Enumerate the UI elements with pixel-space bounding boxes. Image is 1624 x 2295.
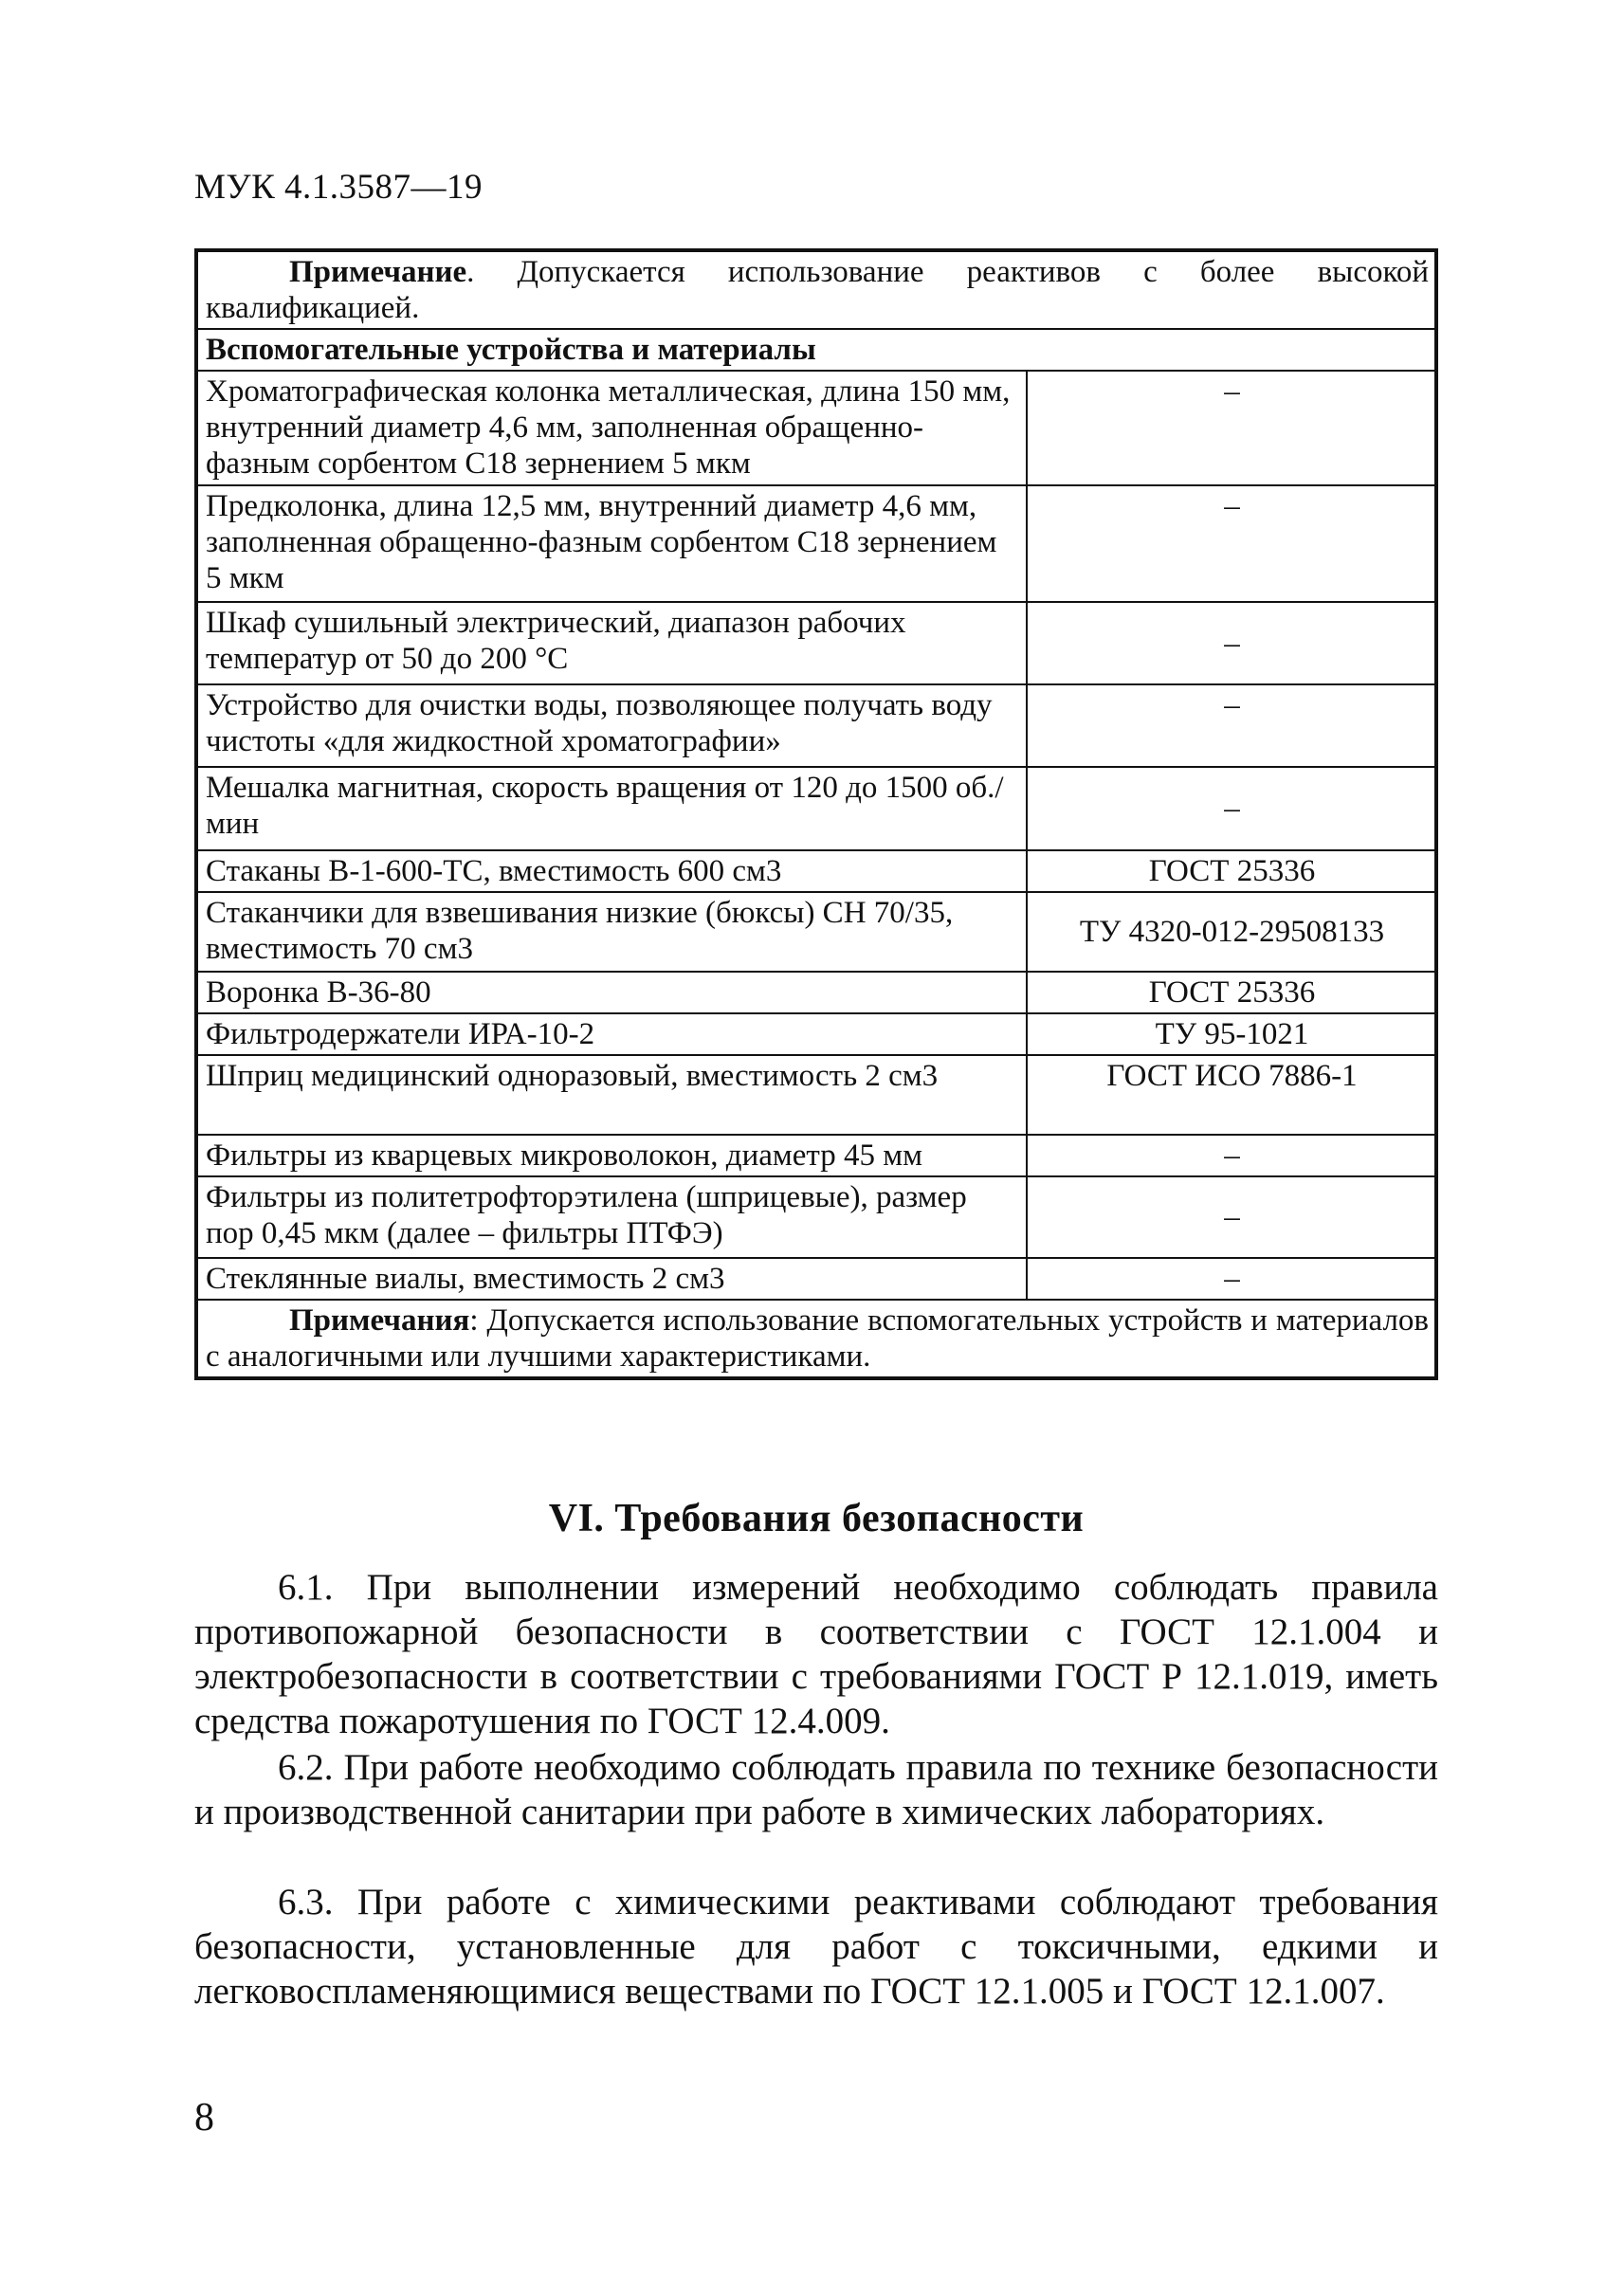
table-section-title: Вспомогательные устройства и материалы xyxy=(196,329,1436,371)
item-cell: Хроматографическая колонка металлическая, длина 150 мм, внутренний диаметр 4,6 мм, заполненная обращенно-фазным сорбентом С18 зернением 5 мкм xyxy=(196,371,1027,485)
table-row xyxy=(196,972,1436,1013)
item-cell: Фильтродержатели ИРА-10-2 xyxy=(196,1013,1027,1055)
table-row xyxy=(196,485,1436,602)
standard-cell: ТУ 95-1021 xyxy=(1027,1013,1436,1055)
table-row xyxy=(196,850,1436,892)
table-note-bottom xyxy=(196,1300,1436,1378)
table-row xyxy=(196,371,1436,485)
standard-cell: – xyxy=(1027,684,1436,767)
table-row xyxy=(196,767,1436,850)
standard-cell: – xyxy=(1027,1176,1436,1258)
item-cell: Шприц медицинский одноразовый, вместимость 2 см3 xyxy=(196,1055,1027,1135)
standard-cell: – xyxy=(1027,1135,1436,1176)
table-note-bottom-row xyxy=(196,1300,1436,1378)
standard-cell: ГОСТ 25336 xyxy=(1027,972,1436,1013)
equipment-table xyxy=(194,248,1438,1380)
table-row xyxy=(196,1135,1436,1176)
note-top-text: . Допускается использование реактивов с более высокой квалификацией. xyxy=(206,255,1429,325)
standard-cell: – xyxy=(1027,767,1436,850)
note-top-label: Примечание xyxy=(289,255,467,289)
table-row xyxy=(196,684,1436,767)
item-cell: Стаканы В-1-600-ТС, вместимость 600 см3 xyxy=(196,850,1027,892)
paragraph-6-3: 6.3. При работе с химическими реактивами соблюдают требования безопасности, установленные для работ с токсичными, едкими и легковоспламеняющимися веществами по ГОСТ 12.1.005 и ГОСТ 12.1.007. xyxy=(194,1882,1438,2012)
table-note-top xyxy=(196,250,1436,329)
standard-cell: – xyxy=(1027,602,1436,684)
item-cell: Фильтры из кварцевых микроволокон, диаметр 45 мм xyxy=(196,1135,1027,1176)
standard-cell: ГОСТ 25336 xyxy=(1027,850,1436,892)
table-row xyxy=(196,1176,1436,1258)
note-bottom-label: Примечания xyxy=(289,1303,470,1338)
item-cell: Стаканчики для взвешивания низкие (бюксы) СН 70/35, вместимость 70 см3 xyxy=(196,892,1027,972)
paragraph-6-2: 6.2. При работе необходимо соблюдать правила по технике безопасности и производственной санитарии при работе в химических лабораториях. xyxy=(194,1747,1438,1832)
standard-cell: ГОСТ ИСО 7886-1 xyxy=(1027,1055,1436,1135)
item-cell: Стеклянные виалы, вместимость 2 см3 xyxy=(196,1258,1027,1300)
table-row xyxy=(196,1013,1436,1055)
standard-cell: ТУ 4320-012-29508133 xyxy=(1027,892,1436,972)
item-cell: Шкаф сушильный электрический, диапазон рабочих температур от 50 до 200 °С xyxy=(196,602,1027,684)
section-title: VI. Требования безопасности xyxy=(548,1497,1085,1540)
item-cell: Фильтры из политетрофторэтилена (шприцевые), размер пор 0,45 мкм (далее – фильтры ПТФЭ) xyxy=(196,1176,1027,1258)
standard-cell: – xyxy=(1027,485,1436,602)
item-cell: Предколонка, длина 12,5 мм, внутренний диаметр 4,6 мм, заполненная обращенно-фазным сорбентом С18 зернением 5 мкм xyxy=(196,485,1027,602)
section-title-row xyxy=(196,329,1436,371)
table-row xyxy=(196,602,1436,684)
page-number: 8 xyxy=(194,2096,214,2140)
table-row xyxy=(196,1055,1436,1135)
item-cell: Воронка В-36-80 xyxy=(196,972,1027,1013)
table-row xyxy=(196,892,1436,972)
standard-cell: – xyxy=(1027,371,1436,485)
item-cell: Мешалка магнитная, скорость вращения от 120 до 1500 об./мин xyxy=(196,767,1027,850)
table-row xyxy=(196,1258,1436,1300)
standard-cell: – xyxy=(1027,1258,1436,1300)
document-code-header: МУК 4.1.3587—19 xyxy=(194,168,484,207)
note-bottom-text: : Допускается использование вспомогательных устройств и материалов с аналогичными или лучшими характеристиками. xyxy=(206,1303,1429,1374)
item-cell: Устройство для очистки воды, позволяющее получать воду чистоты «для жидкостной хроматографии» xyxy=(196,684,1027,767)
table-note-top-row xyxy=(196,250,1436,329)
paragraph-6-1: 6.1. При выполнении измерений необходимо соблюдать правила противопожарной безопасности в соответствии с ГОСТ 12.1.004 и электробезопасности в соответствии с требованиями ГОСТ Р 12.1.019, иметь средства пожаротушения по ГОСТ 12.4.009. xyxy=(194,1567,1438,1741)
